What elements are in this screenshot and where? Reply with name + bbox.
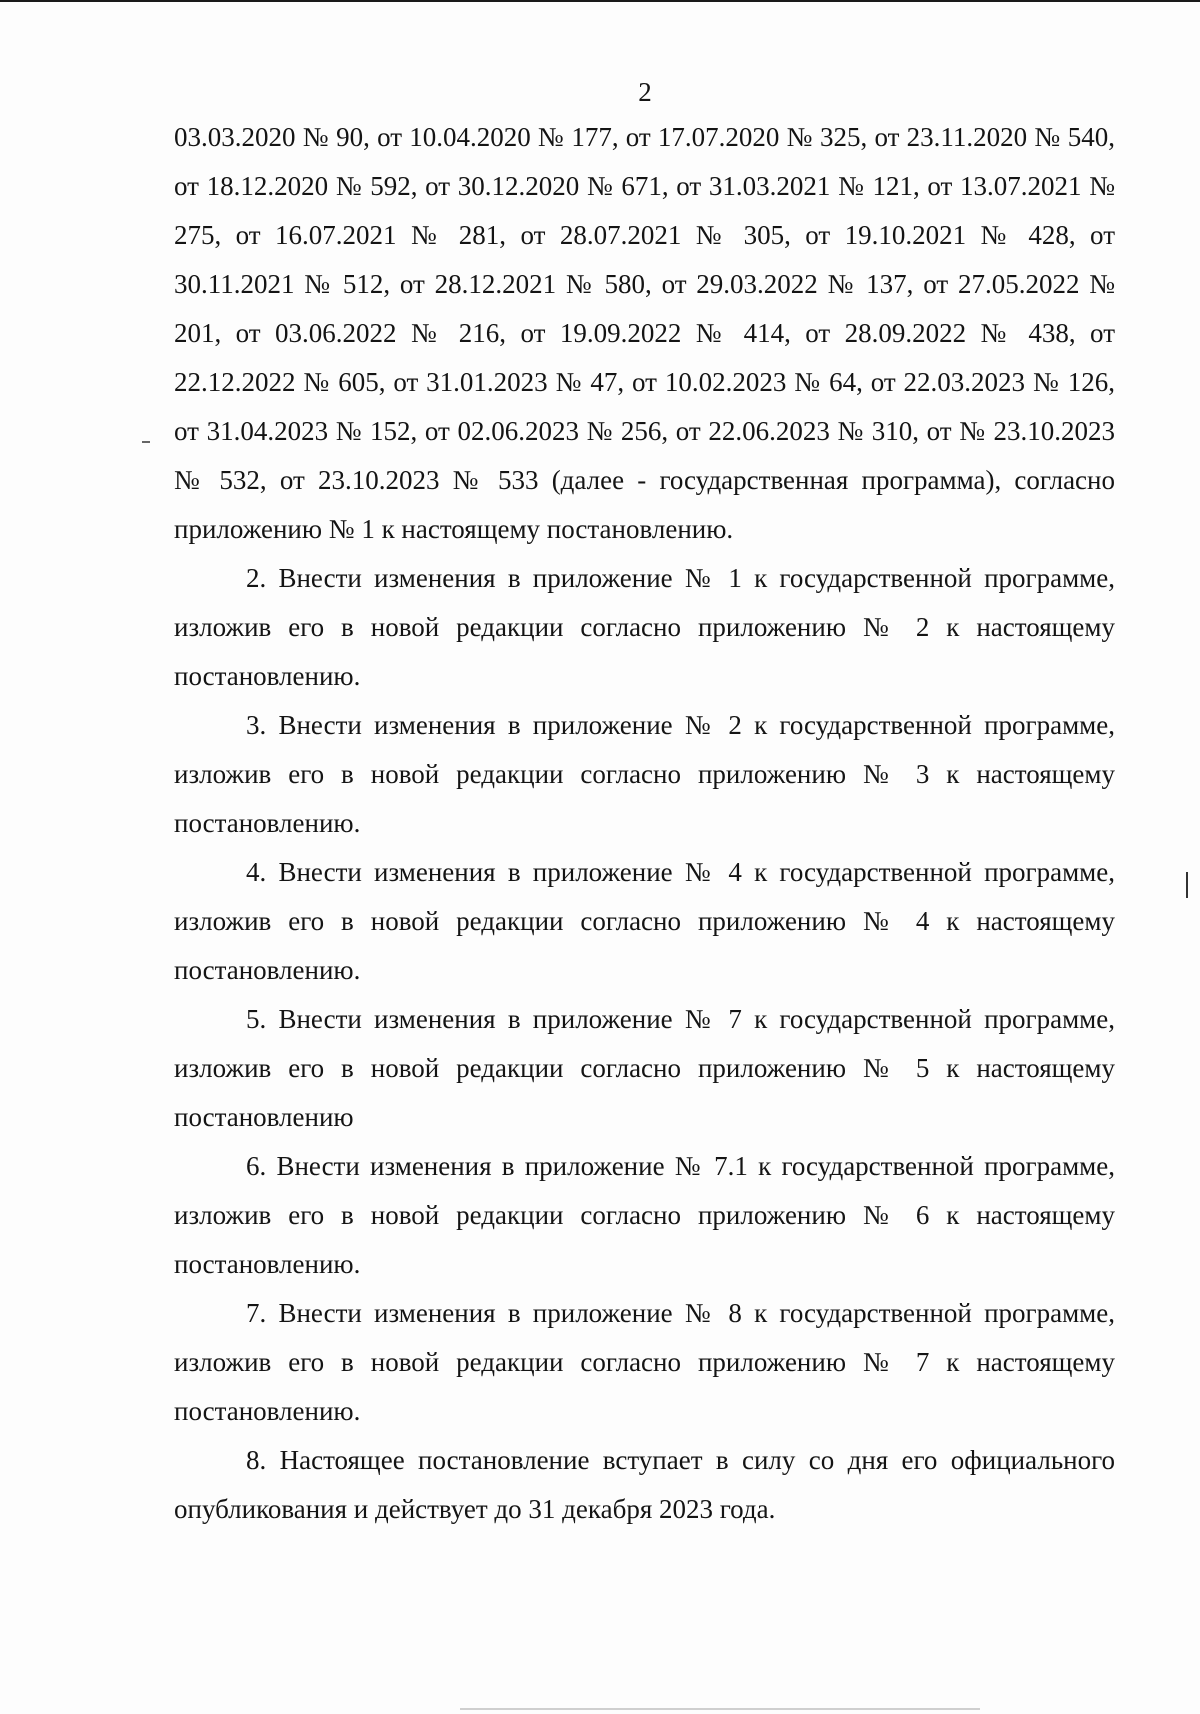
page-number: 2 xyxy=(638,77,652,107)
paragraph-item-7: 7. Внести изменения в приложение № 8 к государственной программе, изложив его в новой редакции согласно приложению № 7 к настоящему постановлению. xyxy=(174,1298,1115,1426)
paragraph-item-4: 4. Внести изменения в приложение № 4 к государственной программе, изложив его в новой редакции согласно приложению № 4 к настоящему постановлению. xyxy=(174,857,1115,985)
scan-edge-line xyxy=(460,1708,980,1710)
scan-edge-line xyxy=(0,0,1200,2)
paragraph-continuation: 03.03.2020 № 90, от 10.04.2020 № 177, от 17.07.2020 № 325, от 23.11.2020 № 540, от 18.12.2020 № 592, от 30.12.2020 № 671, от 31.03.2021 № 121, от 13.07.2021 № 275, от 16.07.2021 № 281, от 28.07.2021 № 305, от 19.10.2021 № 428, от 30.11.2021 № 512, от 28.12.2021 № 580, от 29.03.2022 № 137, от 27.05.2022 № 201, от 03.06.2022 № 216, от 19.09.2022 № 414, от 28.09.2022 № 438, от 22.12.2022 № 605, от 31.01.2023 № 47, от 10.02.2023 № 64, от 22.03.2023 № 126, от 31.04.2023 № 152, от 02.06.2023 № 256, от 22.06.2023 № 310, от № 23.10.2023 № 532, от 23.10.2023 № 533 (далее - государственная программа), согласно приложению № 1 к настоящему постановлению. xyxy=(174,122,1115,544)
paragraph-item-2: 2. Внести изменения в приложение № 1 к государственной программе, изложив его в новой редакции согласно приложению № 2 к настоящему постановлению. xyxy=(174,563,1115,691)
scan-mark xyxy=(1186,872,1188,898)
paragraph-item-5: 5. Внести изменения в приложение № 7 к государственной программе, изложив его в новой редакции согласно приложению № 5 к настоящему постановлению xyxy=(174,1004,1115,1132)
paragraph-item-6: 6. Внести изменения в приложение № 7.1 к государственной программе, изложив его в новой редакции согласно приложению № 6 к настоящему постановлению. xyxy=(174,1151,1115,1279)
scan-mark xyxy=(142,441,150,443)
document-body xyxy=(174,113,1115,1534)
paragraph-item-3: 3. Внести изменения в приложение № 2 к государственной программе, изложив его в новой редакции согласно приложению № 3 к настоящему постановлению. xyxy=(174,710,1115,838)
paragraph-item-8: 8. Настоящее постановление вступает в силу со дня его официального опубликования и действует до 31 декабря 2023 года. xyxy=(174,1445,1115,1524)
